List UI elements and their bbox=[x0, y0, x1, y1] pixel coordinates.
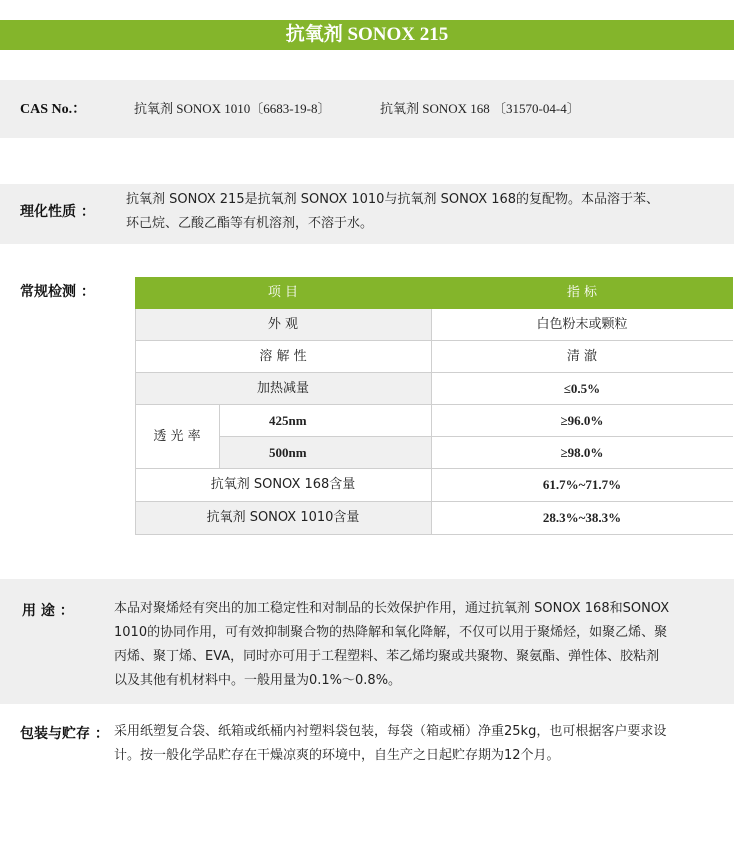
usage-line-3: 丙烯、聚丁烯、EVA，同时亦可用于工程塑料、苯乙烯均聚或共聚物、聚氨酯、弹性体、胶粘剂 bbox=[114, 649, 660, 664]
transmittance-group: 透 光 率 bbox=[135, 405, 219, 469]
row-spec: 61.7%~71.7% bbox=[542, 477, 622, 492]
header-item: 项 目 bbox=[267, 285, 299, 300]
usage-line-4: 以及其他有机材料中。一般用量为0.1%～0.8%。 bbox=[114, 673, 402, 688]
row-item: 500nm bbox=[269, 445, 307, 460]
packaging-label: 包装与贮存 ： bbox=[20, 726, 109, 742]
table-group-divider bbox=[219, 405, 220, 469]
spec-table-header bbox=[135, 277, 733, 309]
table-row bbox=[135, 469, 733, 502]
table-row bbox=[135, 502, 733, 535]
properties-line-2: 环己烷、乙酸乙酯等有机溶剂，不溶于水。 bbox=[126, 216, 374, 231]
row-item: 425nm bbox=[269, 413, 307, 428]
row-spec: 白色粉末或颗粒 bbox=[431, 309, 733, 340]
table-column-divider bbox=[431, 309, 432, 535]
table-row bbox=[135, 373, 733, 405]
properties-line-1: 抗氧剂 SONOX 215是抗氧剂 SONOX 1010与抗氧剂 SONOX 168的复配物。本品溶于苯、 bbox=[126, 192, 660, 207]
row-item: 加热减量 bbox=[256, 381, 309, 396]
tests-label: 常规检测 ： bbox=[20, 284, 95, 300]
row-item: 外 观 bbox=[267, 317, 299, 332]
packaging-line-2: 计。按一般化学品贮存在干燥凉爽的环境中，自生产之日起贮存期为12个月。 bbox=[114, 748, 560, 763]
cas-label: CAS No.： bbox=[20, 102, 87, 117]
row-spec: ≤0.5% bbox=[431, 373, 733, 404]
packaging-line-1: 采用纸塑复合袋、纸箱或纸桶内衬塑料袋包装，每袋（箱或桶）净重25kg，也可根据客户要求设 bbox=[114, 724, 667, 739]
row-item: 溶 解 性 bbox=[259, 349, 307, 364]
row-spec: 28.3%~38.3% bbox=[431, 502, 733, 534]
table-row bbox=[219, 405, 733, 437]
row-spec: ≥98.0% bbox=[431, 437, 733, 468]
table-row bbox=[135, 309, 733, 341]
spec-table bbox=[135, 277, 733, 535]
usage-line-1: 本品对聚烯烃有突出的加工稳定性和对制品的长效保护作用，通过抗氧剂 SONOX 168和SONOX bbox=[114, 601, 670, 616]
row-spec: 清 澈 bbox=[566, 349, 598, 364]
cas-item-1010: 抗氧剂 SONOX 1010〔6683-19-8〕 bbox=[134, 101, 331, 116]
table-border-left bbox=[135, 309, 136, 535]
header-spec: 指 标 bbox=[566, 285, 598, 300]
table-row bbox=[219, 437, 733, 469]
row-item: 抗氧剂 SONOX 1010含量 bbox=[206, 510, 360, 525]
cas-item-168: 抗氧剂 SONOX 168 〔31570-04-4〕 bbox=[380, 101, 580, 116]
cas-section bbox=[0, 80, 734, 138]
page-title: 抗氧剂 SONOX 215 bbox=[0, 20, 734, 50]
usage-label: 用 途 ： bbox=[22, 603, 74, 619]
table-row bbox=[135, 341, 733, 373]
properties-label: 理化性质 ： bbox=[20, 204, 95, 220]
row-spec: ≥96.0% bbox=[560, 413, 604, 428]
usage-line-2: 1010的协同作用，可有效抑制聚合物的热降解和氧化降解，不仅可以用于聚烯烃，如聚乙烯、聚 bbox=[114, 625, 668, 640]
row-item: 抗氧剂 SONOX 168含量 bbox=[210, 477, 356, 492]
